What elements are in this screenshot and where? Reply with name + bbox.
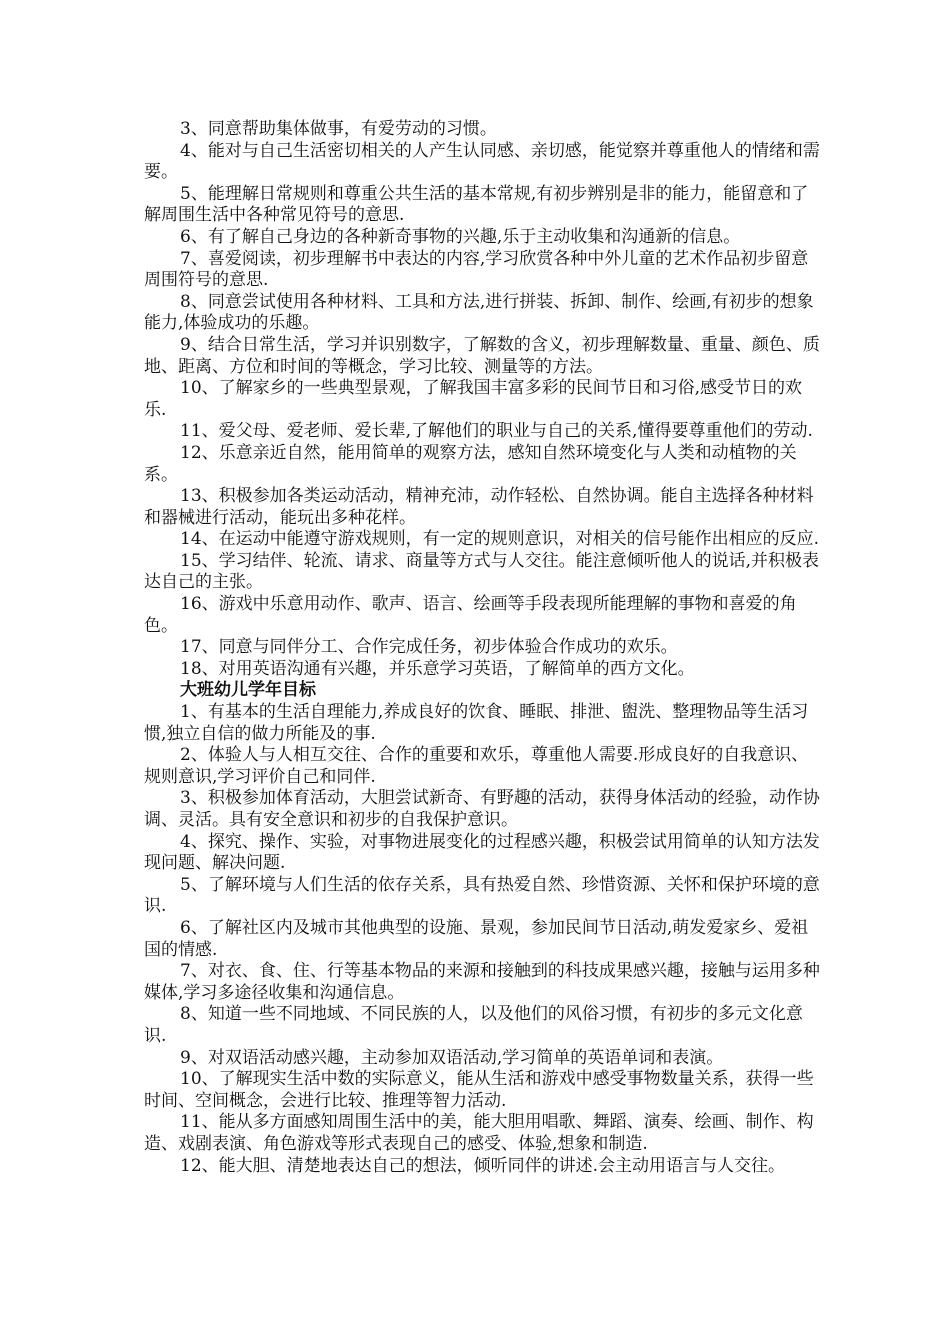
goal-item: 5、了解环境与人们生活的依存关系，具有热爱自然、珍惜资源、关怀和保护环境的意识. <box>144 874 820 917</box>
goal-item: 17、同意与同伴分工、合作完成任务，初步体验合作成功的欢乐。 <box>180 637 678 658</box>
goal-item: 4、探究、操作、实验，对事物进展变化的过程感兴趣，积极尝试用简单的认知方法发现问题、解决问题. <box>144 831 820 874</box>
goal-item: 9、结合日常生活，学习并识别数字，了解数的含义，初步理解数量、重量、颜色、质地、距离、方位和时间的等概念，学习比较、测量等的方法。 <box>144 334 820 377</box>
goal-item: 2、体验人与人相互交往、合作的重要和欢乐，尊重他人需要.形成良好的自我意识、规则意识,学习评价自己和同伴. <box>144 745 809 787</box>
goal-item: 16、游戏中乐意用动作、歌声、语言、绘画等手段表现所能理解的事物和喜爱的角色。 <box>144 594 797 636</box>
goal-item: 5、能理解日常规则和尊重公共生活的基本常规,有初步辨别是非的能力，能留意和了解周围生活中各种常见符号的意思. <box>144 183 809 226</box>
goal-item: 7、对衣、食、住、行等基本物品的来源和接触到的科技成果感兴趣，接触与运用多种媒体,学习多途径收集和沟通信息。 <box>144 961 820 1003</box>
goal-item: 12、乐意亲近自然，能用简单的观察方法，感知自然环境变化与人类和动植物的关系。 <box>144 442 797 485</box>
goal-item: 8、知道一些不同地域、不同民族的人，以及他们的风俗习惯，有初步的多元文化意识. <box>144 1004 803 1046</box>
goal-item: 18、对用英语沟通有兴趣，并乐意学习英语，了解简单的西方文化。 <box>180 658 695 679</box>
goal-item: 6、了解社区内及城市其他典型的设施、景观，参加民间节日活动,萌发爱家乡、爱祖国的情感. <box>144 917 809 960</box>
goal-item: 14、在运动中能遵守游戏规则，有一定的规则意识，对相关的信号能作出相应的反应. <box>180 529 820 550</box>
goal-item: 13、积极参加各类运动活动，精神充沛，动作轻松、自然协调。能自主选择各种材料和器械进行活动，能玩出多种花样。 <box>144 486 814 528</box>
goal-item: 11、能从多方面感知周围生活中的美，能大胆用唱歌、舞蹈、演奏、绘画、制作、构造、戏剧表演、角色游戏等形式表现自己的感受、体验,想象和制造. <box>144 1112 814 1154</box>
goal-item: 8、同意尝试使用各种材料、工具和方法,进行拼装、拆卸、制作、绘画,有初步的想象能力,体验成功的乐趣。 <box>144 291 814 334</box>
goal-item: 6、有了解自己身边的各种新奇事物的兴趣,乐于主动收集和沟通新的信息。 <box>180 226 741 247</box>
goal-item: 12、能大胆、清楚地表达自己的想法，倾听同伴的讲述.会主动用语言与人交往。 <box>180 1155 786 1176</box>
goal-item: 1、有基本的生活自理能力,养成良好的饮食、睡眠、排泄、盥洗、整理物品等生活习惯,独立自信的做力所能及的事. <box>144 702 809 744</box>
goal-item: 4、能对与自己生活密切相关的人产生认同感、亲切感，能觉察并尊重他人的情绪和需要。 <box>144 140 820 183</box>
goal-item: 15、学习结伴、轮流、请求、商量等方式与人交往。能注意倾听他人的说话,并积极表达自己的主张。 <box>144 550 820 593</box>
goal-item: 3、同意帮助集体做事，有爱劳动的习惯。 <box>180 119 497 139</box>
goal-item: 10、了解现实生活中数的实际意义，能从生活和游戏中感受事物数量关系，获得一些时间、空间概念，会进行比较、推理等智力活动. <box>144 1069 814 1111</box>
section-heading: 大班幼儿学年目标 <box>180 680 316 701</box>
goal-item: 10、了解家乡的一些典型景观，了解我国丰富多彩的民间节日和习俗,感受节日的欢乐. <box>144 378 803 420</box>
document-body <box>144 119 820 1177</box>
goal-item: 3、积极参加体育活动，大胆尝试新奇、有野趣的活动，获得身体活动的经验，动作协调、灵活。具有安全意识和初步的自我保护意识。 <box>144 788 820 830</box>
goal-item: 7、喜爱阅读，初步理解书中表达的内容,学习欣赏各种中外儿童的艺术作品初步留意周围符号的意思. <box>144 248 809 291</box>
goal-item: 11、爱父母、爱老师、爱长辈,了解他们的职业与自己的关系,懂得要尊重他们的劳动. <box>180 421 813 442</box>
goal-item: 9、对双语活动感兴趣，主动参加双语活动,学习简单的英语单词和表演。 <box>180 1047 724 1068</box>
